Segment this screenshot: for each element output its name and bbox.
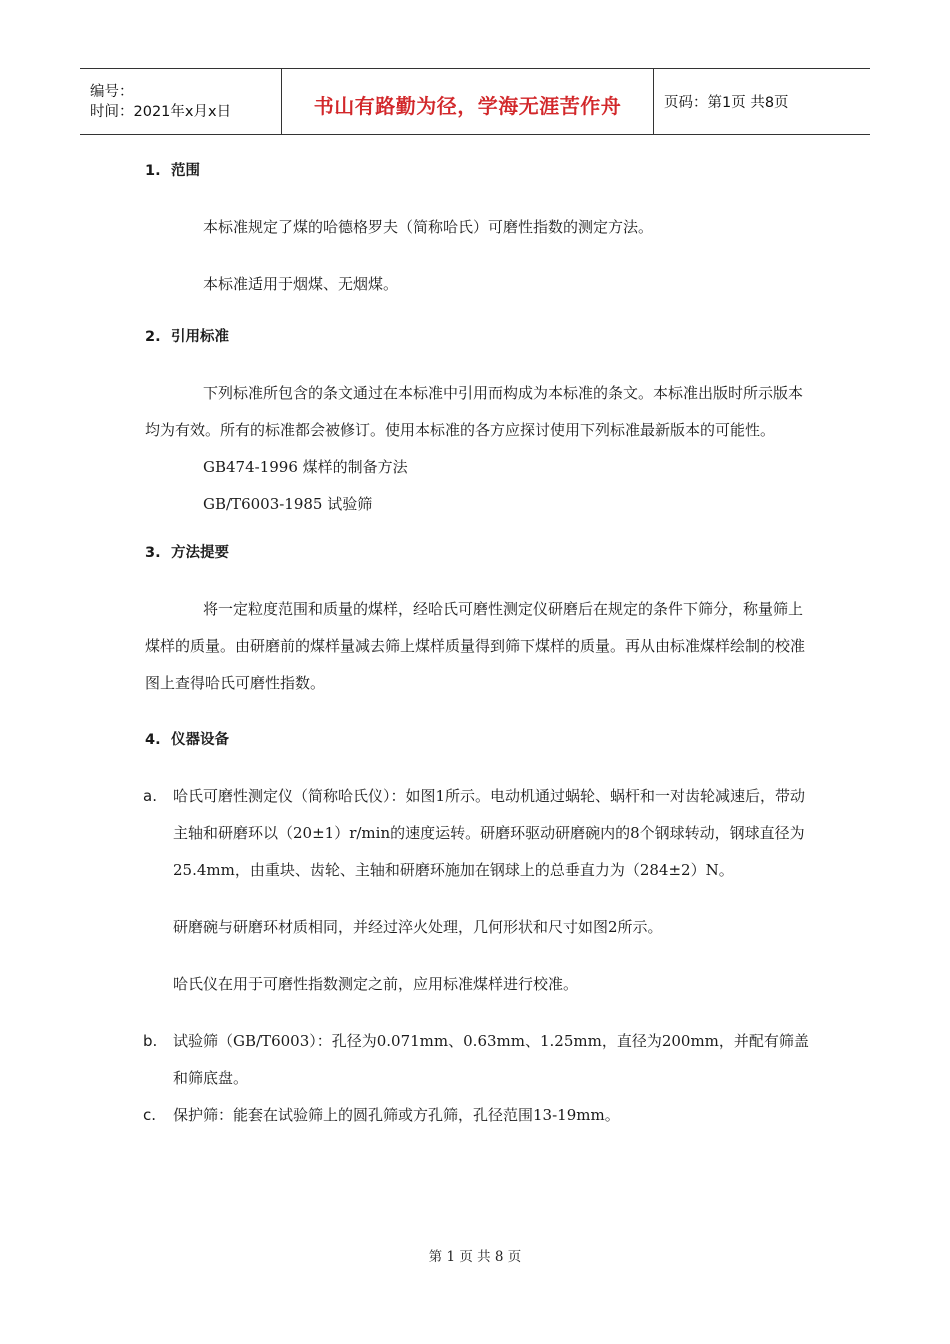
section-number: 4. <box>145 732 161 748</box>
section-number: 3. <box>145 545 161 561</box>
paragraph: 研磨碗与研磨环材质相同，并经过淬火处理，几何形状和尺寸如图2所示。 <box>173 918 663 936</box>
list-item <box>115 778 810 889</box>
list-item <box>115 1023 810 1097</box>
reference-item: GB474-1996 煤样的制备方法 <box>203 458 408 476</box>
paragraph: 哈氏仪在用于可磨性指数测定之前，应用标准煤样进行校准。 <box>173 975 579 993</box>
section-number: 1. <box>145 163 161 179</box>
list-marker: a. <box>143 787 157 805</box>
header-meta <box>80 69 281 134</box>
header-motto: 书山有路勤为径，学海无涯苦作舟 <box>313 94 622 118</box>
doc-date-label: 时间：2021年x月x日 <box>90 103 232 120</box>
list-item-text: 试验筛（GB/T6003）：孔径为0.071mm、0.63mm、1.25mm，直径为200mm，并配有筛盖和筛底盘。 <box>173 1032 809 1087</box>
section-heading-apparatus <box>145 724 810 756</box>
header-motto-cell <box>281 69 654 134</box>
list-item-text: 保护筛：能套在试验筛上的圆孔筛或方孔筛，孔径范围13-19mm。 <box>173 1106 620 1124</box>
reference-item: GB/T6003-1985 试验筛 <box>203 495 373 513</box>
section-heading-references <box>145 321 810 353</box>
section-title: 仪器设备 <box>171 732 229 748</box>
doc-number-label: 编号： <box>90 83 134 100</box>
list-marker: c. <box>143 1106 157 1124</box>
section-number: 2. <box>145 329 161 345</box>
section-title: 范围 <box>171 163 200 179</box>
header-page-cell <box>654 69 870 134</box>
paragraph: 下列标准所包含的条文通过在本标准中引用而构成为本标准的条文。本标准出版时所示版本均为有效。所有的标准都会被修订。使用本标准的各方应探讨使用下列标准最新版本的可能性。 <box>145 384 804 439</box>
page-footer: 第 1 页 共 8 页 <box>428 1249 522 1265</box>
list-item <box>115 1097 810 1134</box>
paragraph: 本标准适用于烟煤、无烟煤。 <box>203 275 399 293</box>
paragraph: 本标准规定了煤的哈德格罗夫（简称哈氏）可磨性指数的测定方法。 <box>203 218 654 236</box>
document-body <box>145 155 810 1134</box>
header-page-label: 页码：第1页 共8页 <box>664 95 789 111</box>
section-heading-method <box>145 537 810 569</box>
list-marker: b. <box>143 1032 158 1050</box>
page-header <box>80 68 870 135</box>
section-title: 引用标准 <box>171 329 229 345</box>
list-item-text: 哈氏可磨性测定仪（简称哈氏仪）：如图1所示。电动机通过蜗轮、蜗杆和一对齿轮减速后，带动主轴和研磨环以（20±1）r/min的速度运转。研磨环驱动研磨碗内的8个钢球转动，钢球直径为25.4mm，由重块、齿轮、主轴和研磨环施加在钢球上的总垂直力为（284±2）N。 <box>173 787 806 879</box>
section-title: 方法提要 <box>171 545 229 561</box>
section-heading-scope <box>145 155 810 187</box>
paragraph: 将一定粒度范围和质量的煤样，经哈氏可磨性测定仪研磨后在规定的条件下筛分，称量筛上煤样的质量。由研磨前的煤样量减去筛上煤样质量得到筛下煤样的质量。再从由标准煤样绘制的校准图上查得哈氏可磨性指数。 <box>145 600 806 692</box>
